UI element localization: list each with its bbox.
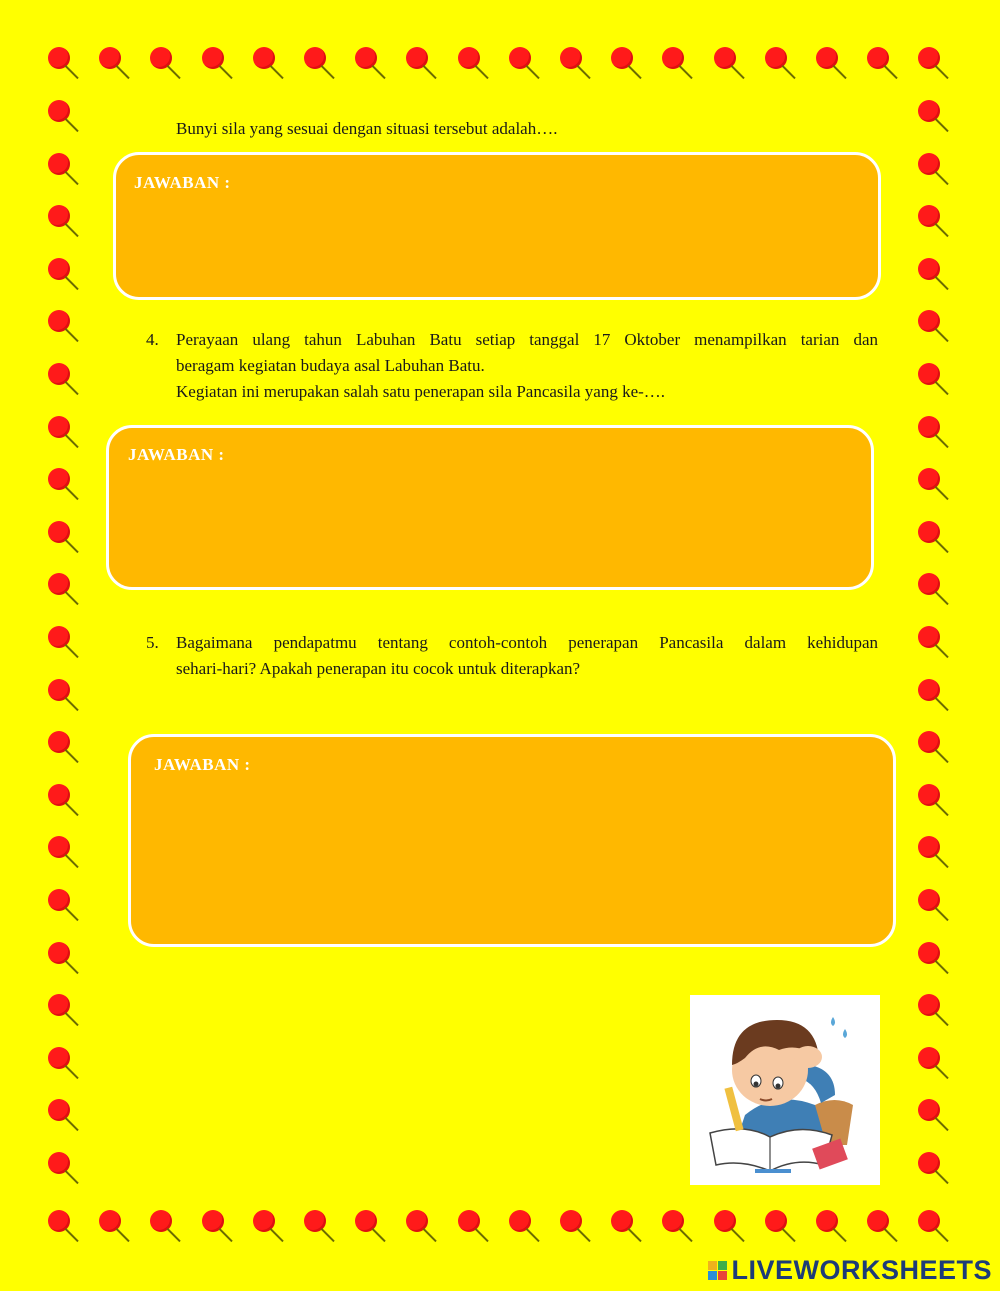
- lollipop-icon: [611, 47, 647, 83]
- lollipop-icon: [48, 468, 84, 504]
- lollipop-icon: [816, 1210, 852, 1246]
- lollipop-icon: [48, 573, 84, 609]
- answer-box-5[interactable]: [128, 734, 896, 947]
- lollipop-icon: [48, 626, 84, 662]
- brand-text: LIVEWORKSHEETS: [731, 1254, 992, 1285]
- lollipop-icon: [304, 1210, 340, 1246]
- lollipop-icon: [918, 416, 954, 452]
- question-number: 4.: [146, 330, 159, 349]
- lollipop-icon: [918, 994, 954, 1030]
- lollipop-icon: [918, 889, 954, 925]
- lollipop-icon: [48, 942, 84, 978]
- lollipop-icon: [48, 1152, 84, 1188]
- lollipop-icon: [48, 47, 84, 83]
- question-4-line: Perayaan ulang tahun Labuhan Batu setiap tanggal 17 Oktober menampilkan tarian dan: [176, 330, 878, 349]
- lollipop-icon: [48, 363, 84, 399]
- lollipop-icon: [150, 1210, 186, 1246]
- lollipop-icon: [48, 310, 84, 346]
- lollipop-icon: [253, 47, 289, 83]
- lollipop-icon: [867, 47, 903, 83]
- lollipop-icon: [48, 258, 84, 294]
- lollipop-icon: [48, 731, 84, 767]
- lollipop-icon: [918, 100, 954, 136]
- lollipop-icon: [816, 47, 852, 83]
- answer-label: JAWABAN :: [154, 755, 251, 774]
- lollipop-icon: [714, 1210, 750, 1246]
- lollipop-icon: [355, 47, 391, 83]
- lollipop-icon: [918, 521, 954, 557]
- boy-studying-icon: [690, 995, 880, 1185]
- lollipop-icon: [560, 47, 596, 83]
- answer-box-3[interactable]: [113, 152, 881, 300]
- lollipop-icon: [48, 889, 84, 925]
- lollipop-icon: [48, 679, 84, 715]
- lollipop-icon: [48, 521, 84, 557]
- lollipop-icon: [150, 47, 186, 83]
- lollipop-icon: [48, 205, 84, 241]
- question-4-line: Kegiatan ini merupakan salah satu penerapan sila Pancasila yang ke-….: [176, 382, 666, 401]
- lollipop-icon: [714, 47, 750, 83]
- lollipop-icon: [48, 994, 84, 1030]
- lollipop-icon: [48, 416, 84, 452]
- lollipop-icon: [918, 626, 954, 662]
- lollipop-icon: [918, 731, 954, 767]
- lollipop-icon: [48, 1210, 84, 1246]
- question-5-line: sehari-hari? Apakah penerapan itu cocok untuk diterapkan?: [176, 659, 581, 678]
- lollipop-icon: [611, 1210, 647, 1246]
- lollipop-icon: [406, 1210, 442, 1246]
- lollipop-icon: [918, 1047, 954, 1083]
- answer-box-4[interactable]: [106, 425, 874, 590]
- lollipop-icon: [918, 47, 954, 83]
- liveworksheets-logo-icon: [708, 1261, 727, 1280]
- lollipop-icon: [406, 47, 442, 83]
- question-3-prompt: Bunyi sila yang sesuai dengan situasi tersebut adalah….: [176, 119, 558, 138]
- lollipop-icon: [48, 836, 84, 872]
- lollipop-icon: [918, 573, 954, 609]
- lollipop-icon: [918, 1099, 954, 1135]
- lollipop-icon: [202, 47, 238, 83]
- lollipop-icon: [355, 1210, 391, 1246]
- lollipop-icon: [765, 1210, 801, 1246]
- lollipop-icon: [918, 153, 954, 189]
- lollipop-icon: [509, 47, 545, 83]
- lollipop-icon: [918, 679, 954, 715]
- lollipop-icon: [48, 1047, 84, 1083]
- answer-label: JAWABAN :: [134, 173, 231, 192]
- lollipop-icon: [918, 310, 954, 346]
- lollipop-icon: [918, 205, 954, 241]
- lollipop-icon: [99, 1210, 135, 1246]
- lollipop-icon: [765, 47, 801, 83]
- liveworksheets-logo: [708, 1255, 992, 1285]
- lollipop-icon: [509, 1210, 545, 1246]
- lollipop-icon: [918, 1152, 954, 1188]
- lollipop-icon: [918, 784, 954, 820]
- lollipop-icon: [253, 1210, 289, 1246]
- lollipop-icon: [918, 1210, 954, 1246]
- lollipop-icon: [918, 836, 954, 872]
- lollipop-icon: [48, 784, 84, 820]
- lollipop-icon: [304, 47, 340, 83]
- lollipop-icon: [918, 363, 954, 399]
- lollipop-icon: [918, 468, 954, 504]
- lollipop-icon: [458, 47, 494, 83]
- lollipop-icon: [202, 1210, 238, 1246]
- question-5-line: Bagaimana pendapatmu tentang contoh-contoh penerapan Pancasila dalam kehidupan: [176, 633, 878, 652]
- lollipop-icon: [48, 100, 84, 136]
- lollipop-icon: [662, 47, 698, 83]
- lollipop-icon: [918, 258, 954, 294]
- lollipop-icon: [48, 153, 84, 189]
- lollipop-icon: [99, 47, 135, 83]
- lollipop-icon: [662, 1210, 698, 1246]
- question-4-line: beragam kegiatan budaya asal Labuhan Batu.: [176, 356, 485, 375]
- lollipop-icon: [48, 1099, 84, 1135]
- question-number: 5.: [146, 633, 159, 652]
- answer-label: JAWABAN :: [128, 445, 225, 464]
- lollipop-icon: [560, 1210, 596, 1246]
- lollipop-icon: [867, 1210, 903, 1246]
- lollipop-icon: [458, 1210, 494, 1246]
- lollipop-icon: [918, 942, 954, 978]
